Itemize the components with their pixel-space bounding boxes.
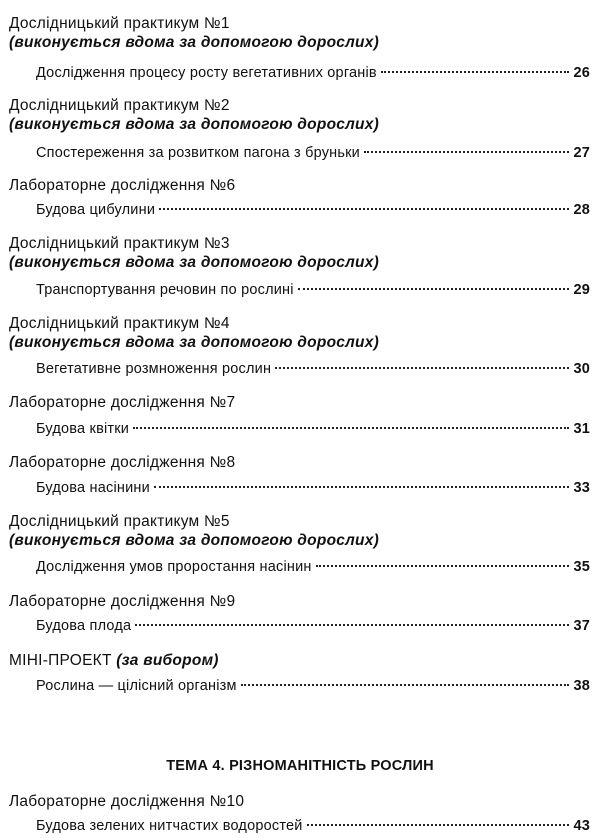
dot-leader (133, 427, 569, 429)
toc-entry[interactable] (36, 558, 590, 577)
dot-leader (381, 71, 570, 73)
page-number: 28 (573, 202, 590, 218)
entry-title: Рослина — цілісний організм (36, 678, 237, 694)
entry-title: Будова цибулини (36, 202, 156, 218)
page-number: 38 (573, 678, 590, 694)
entry-title: Будова насінини (36, 480, 150, 496)
section-title: Лабораторне дослідження №9 (9, 593, 236, 610)
page-number: 30 (573, 361, 590, 377)
page-number: 33 (573, 480, 590, 496)
section-title: Дослідницький практикум №4 (9, 315, 230, 332)
section-title (9, 651, 590, 670)
toc-entry[interactable] (36, 360, 590, 379)
section-heading-lab-7 (9, 393, 590, 412)
dot-leader (307, 824, 570, 826)
dot-leader (364, 151, 570, 153)
section-subtitle: (виконується вдома за допомогою дорослих) (9, 334, 380, 351)
dot-leader (275, 367, 569, 369)
dot-leader (316, 565, 570, 567)
toc-entry[interactable] (36, 144, 590, 163)
section-heading-lab-10 (9, 792, 590, 811)
section-subtitle: (виконується вдома за допомогою дорослих) (9, 254, 380, 271)
section-heading-practicum-1 (9, 14, 590, 52)
mini-project-note: (за вибором) (116, 652, 219, 669)
section-heading-practicum-4 (9, 314, 590, 352)
section-title: Лабораторне дослідження №7 (9, 394, 236, 411)
section-heading-lab-8 (9, 453, 590, 472)
entry-title: Будова плода (36, 618, 132, 634)
page-number: 31 (573, 421, 590, 437)
section-subtitle: (виконується вдома за допомогою дорослих) (9, 532, 380, 549)
toc-entry[interactable] (36, 479, 590, 498)
entry-title: Вегетативне розмноження рослин (36, 361, 272, 377)
section-title: Дослідницький практикум №1 (9, 15, 230, 32)
page-number: 43 (573, 818, 590, 834)
section-title: Лабораторне дослідження №8 (9, 454, 236, 471)
entry-title: Дослідження процесу росту вегетативних органів (36, 65, 377, 81)
mini-project-label: МІНІ-ПРОЕКТ (9, 652, 112, 669)
section-heading-mini-project (9, 651, 590, 670)
section-heading-practicum-2 (9, 96, 590, 134)
toc-entry[interactable] (36, 281, 590, 300)
dot-leader (154, 486, 570, 488)
dot-leader (298, 288, 570, 290)
toc-entry[interactable] (36, 64, 590, 83)
section-title: Лабораторне дослідження №10 (9, 793, 245, 810)
page-number: 29 (573, 282, 590, 298)
page-number: 35 (573, 559, 590, 575)
section-heading-practicum-5 (9, 512, 590, 550)
section-subtitle: (виконується вдома за допомогою дорослих) (9, 34, 380, 51)
toc-entry[interactable] (36, 617, 590, 636)
entry-title: Дослідження умов проростання насінин (36, 559, 312, 575)
section-title: Дослідницький практикум №2 (9, 97, 230, 114)
entry-title: Транспортування речовин по рослині (36, 282, 294, 298)
theme-title: ТЕМА 4. РІЗНОМАНІТНІСТЬ РОСЛИН (166, 758, 434, 774)
page-number: 27 (573, 145, 590, 161)
section-heading-lab-6 (9, 176, 590, 195)
section-title: Дослідницький практикум №3 (9, 235, 230, 252)
toc-entry[interactable] (36, 420, 590, 439)
dot-leader (135, 624, 569, 626)
toc-entry[interactable] (36, 677, 590, 696)
toc-entry[interactable] (36, 201, 590, 220)
section-heading-practicum-3 (9, 234, 590, 272)
page-number: 26 (573, 65, 590, 81)
section-heading-lab-9 (9, 592, 590, 611)
entry-title: Спостереження за розвитком пагона з бруньки (36, 145, 360, 161)
dot-leader (159, 208, 569, 210)
entry-title: Будова зелених нитчастих водоростей (36, 818, 303, 834)
page-number: 37 (573, 618, 590, 634)
entry-title: Будова квітки (36, 421, 130, 437)
section-title: Дослідницький практикум №5 (9, 513, 230, 530)
section-title: Лабораторне дослідження №6 (9, 177, 236, 194)
dot-leader (241, 684, 570, 686)
toc-entry[interactable] (36, 817, 590, 836)
section-subtitle: (виконується вдома за допомогою дорослих) (9, 116, 380, 133)
